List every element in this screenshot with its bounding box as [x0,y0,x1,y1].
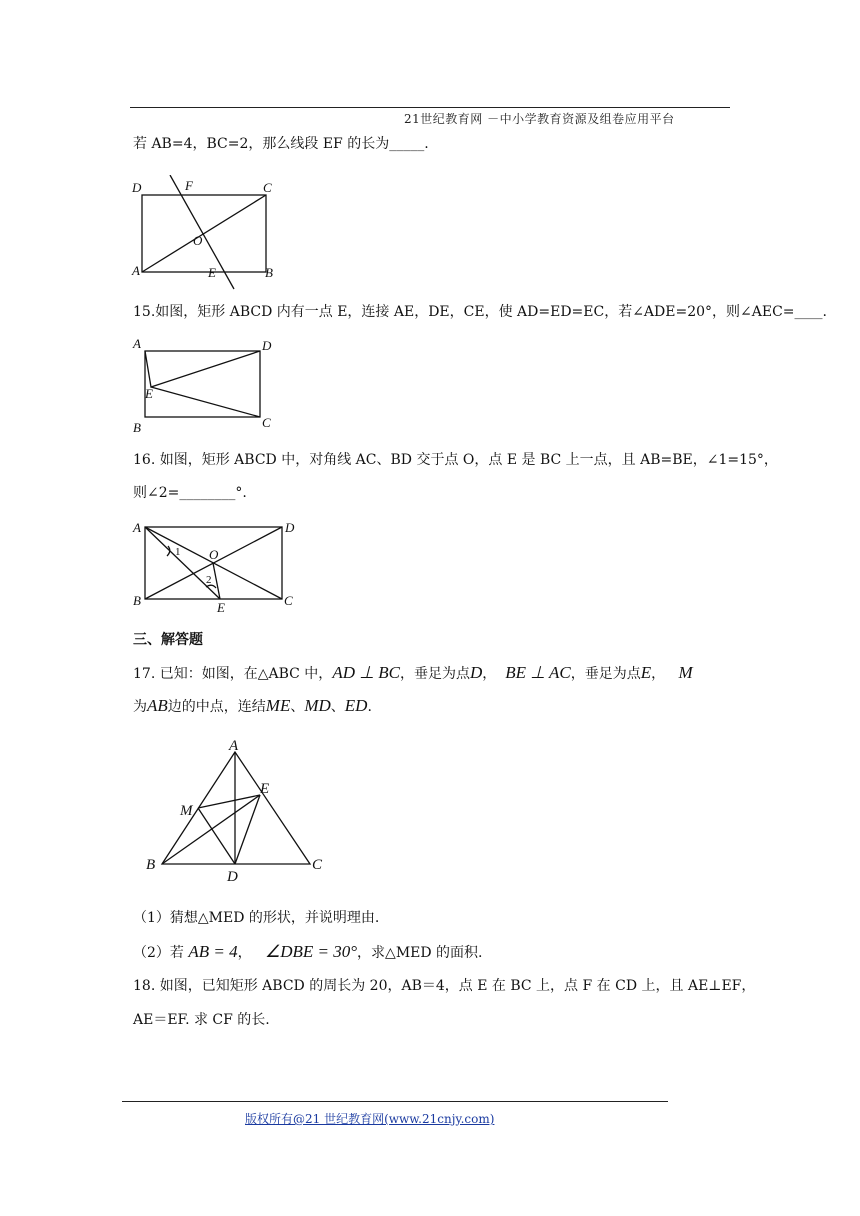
q17-line2-prefix: 为 [133,699,147,715]
q17-point-m: M [678,663,693,682]
q17-sep2: ， [651,666,666,682]
q14-label-a: A [132,263,140,278]
q16-label-d: D [285,520,295,535]
q16-label-1: 1 [175,546,181,558]
q17-part2-end: ，求△MED 的面积. [357,945,483,961]
q15-label-b: B [133,420,141,435]
q17-line1 [133,663,693,684]
q17-label-d: D [227,869,238,885]
q17-end: . [367,699,372,715]
q17-figure [140,740,340,885]
q17-mid1: ，垂足为点 [400,666,471,682]
q17-mid2: ，垂足为点 [570,666,641,682]
q15-label-d: D [262,338,272,353]
q16-figure [130,515,305,615]
q14-text: 若 AB=4，BC=2，那么线段 EF 的长为_____. [133,136,429,152]
q17-prefix: 17. 已知：如图，在△ABC 中， [133,666,333,682]
q17-label-a: A [229,740,239,754]
q17-segment-ed [235,795,260,864]
q17-expr-be-perp-ac: BE ⊥ AC [505,663,571,682]
q14-diagonal-ac [142,195,266,272]
q17-sep1: ， [482,666,497,682]
header-rule [130,107,730,108]
q17-part2-prefix: （2）若 [133,945,184,961]
q17-label-m: M [180,803,193,819]
q17-point-d: D [470,663,483,682]
q17-segment-ed: ED [344,696,368,715]
footer-copyright-link[interactable]: 版权所有@21 世纪教育网(www.21cnjy.com) [245,1112,495,1126]
q14-label-e: E [208,265,216,280]
q15-text: 15.如图，矩形 ABCD 内有一点 E，连接 AE，DE，CE，使 AD=ED=EC，若∠ADE=20°，则∠AEC=____. [133,304,827,320]
q17-sep4: 、 [330,699,345,715]
q17-segment-me: ME [265,696,291,715]
q16-line2: 则∠2=________°. [133,485,247,501]
q18-line1: 18. 如图，已知矩形 ABCD 的周长为 20，AB＝4，点 E 在 BC 上，点 F 在 CD 上，且 AE⊥EF， [133,978,756,994]
q16-angle1-arc [167,546,170,556]
q17-line2 [133,696,372,717]
q15-label-a: A [133,336,141,351]
q17-expr-ad-perp-bc: AD ⊥ BC [332,663,401,682]
q16-label-a: A [133,520,141,535]
q17-part2-sep: ， [237,945,252,961]
q17-label-b: B [146,857,156,873]
q16-label-o: O [209,547,219,562]
q16-label-e: E [217,600,225,615]
q17-sep3: 、 [290,699,305,715]
q14-label-b: B [265,265,273,280]
q14-label-c: C [263,180,272,195]
q17-line2-mid: 边的中点，连结 [167,699,266,715]
q14-label-f: F [185,178,193,193]
footer-rule [122,1101,668,1102]
q15-rectangle [145,351,260,417]
q17-part2 [133,942,483,963]
q17-point-e: E [640,663,652,682]
q15-segments-ae-ed [145,351,260,387]
q16-label-c: C [284,593,293,608]
q16-label-2: 2 [206,574,212,586]
q16-line1: 16. 如图，矩形 ABCD 中，对角线 AC、BD 交于点 O，点 E 是 BC 上一点，且 AB=BE，∠1=15°， [133,452,778,468]
q14-label-o: O [193,233,203,248]
q17-segment-md: MD [304,696,331,715]
q15-label-c: C [262,415,271,430]
q17-label-c: C [312,857,323,873]
q17-part1: （1）猜想△MED 的形状，并说明理由. [133,910,380,926]
q15-figure [130,335,280,435]
q17-part2-expr-angle: ∠DBE = 30° [264,942,358,961]
q16-label-b: B [133,593,141,608]
q17-part2-expr-ab: AB = 4 [188,942,238,961]
q17-segment-ab: AB [147,696,168,715]
section-title: 三、解答题 [133,632,203,648]
header-site-title: 21世纪教育网 －中小学教育资源及组卷应用平台 [404,112,675,126]
q17-label-e: E [260,781,270,797]
q14-label-d: D [132,180,142,195]
q15-label-e: E [145,386,153,401]
q15-segment-ec [151,387,260,417]
q16-segment-ae [145,527,220,599]
q14-figure [130,175,290,293]
q18-line2: AE＝EF. 求 CF 的长. [133,1012,270,1028]
